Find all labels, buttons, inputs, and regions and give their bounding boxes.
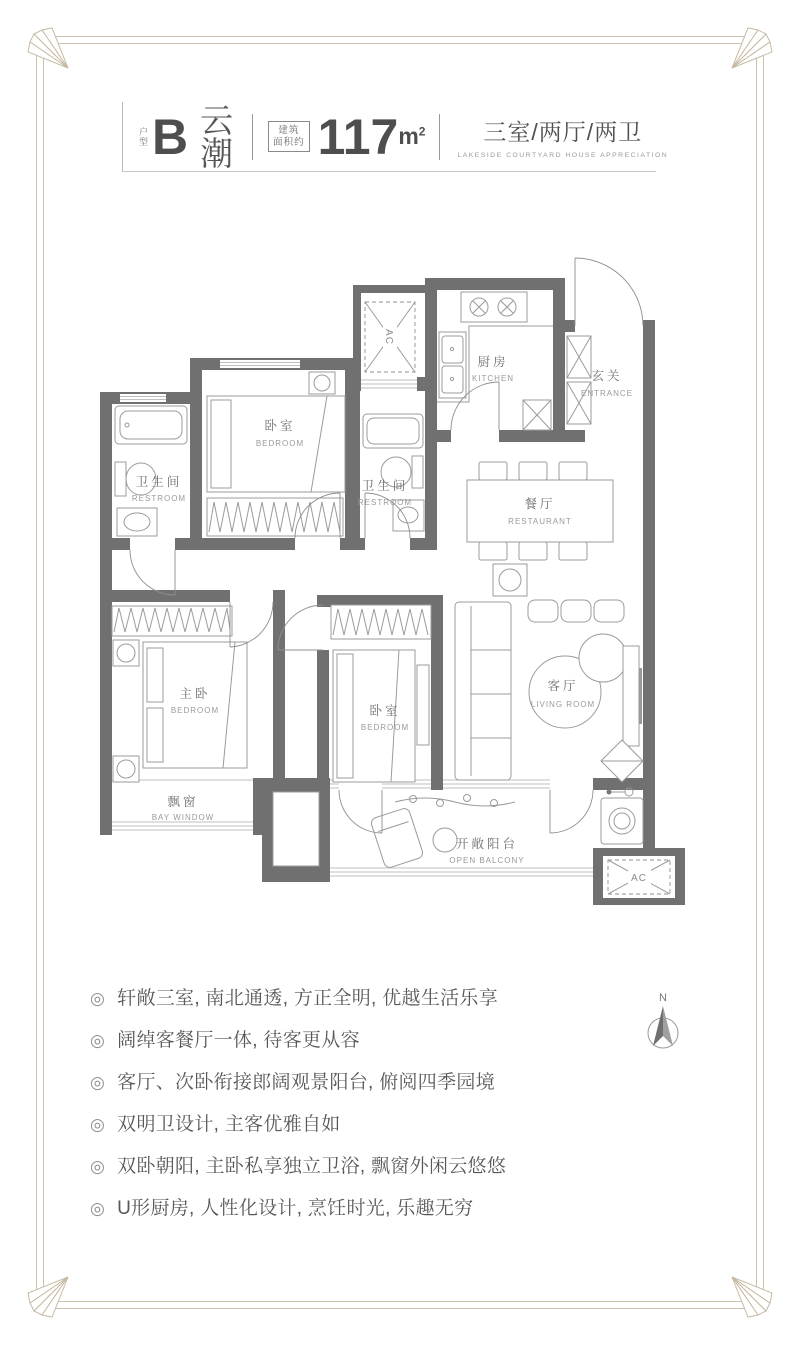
feature-text: 阔绰客餐厅一体, 待客更从容 xyxy=(117,1030,360,1051)
balcony-label-en: OPEN BALCONY xyxy=(449,856,525,865)
corner-ornament-icon xyxy=(22,1271,74,1323)
ac-bottom-label: AC xyxy=(631,873,647,884)
unit-type-char: 户 xyxy=(139,126,149,137)
ac-top-label: AC xyxy=(383,329,394,345)
header-divider xyxy=(252,114,253,160)
bullet-icon: ◎ xyxy=(90,1199,106,1218)
master-label-en: BEDROOM xyxy=(170,706,220,715)
layout-text: 三室/两厅/两卫 xyxy=(483,119,643,145)
feature-text: 轩敞三室, 南北通透, 方正全明, 优越生活乐享 xyxy=(117,988,499,1009)
living-room-furniture xyxy=(455,564,643,782)
bullet-icon: ◎ xyxy=(90,989,106,1008)
area-label-box xyxy=(268,121,310,152)
bullet-icon: ◎ xyxy=(90,1031,106,1050)
bay-window-label-en: BAY WINDOW xyxy=(151,813,215,822)
feature-item xyxy=(90,1196,650,1222)
restroom-left-label-en: RESTROOM xyxy=(131,494,187,503)
ac-shaft-top xyxy=(365,302,415,372)
entrance-cabinet xyxy=(567,336,591,424)
kitchen-label: 厨房 xyxy=(477,355,509,369)
ac-unit-bottom xyxy=(603,856,675,898)
restroom-left-label: 卫生间 xyxy=(135,475,183,489)
unit-letter: B xyxy=(152,108,189,165)
corner-ornament-icon xyxy=(22,22,74,74)
feature-item xyxy=(90,1112,650,1138)
dining-label: 餐厅 xyxy=(524,497,556,511)
bedroom-top-label: 卧室 xyxy=(264,419,296,433)
restroom-mid-label: 卫生间 xyxy=(361,479,409,493)
feature-text: 双明卫设计, 主客优雅自如 xyxy=(117,1114,341,1135)
area-unit: $m^2$ xyxy=(398,123,426,149)
entrance-label-en: ENTRANCE xyxy=(580,389,634,398)
unit-type-label xyxy=(139,127,148,147)
entrance-label: 玄关 xyxy=(591,369,623,383)
bullet-icon: ◎ xyxy=(90,1157,106,1176)
area-label-line2: 面积约 xyxy=(273,136,305,148)
area-value: 117 xyxy=(317,108,399,165)
restroom-mid-label-en: RESTROOM xyxy=(357,498,413,507)
header-divider xyxy=(439,114,440,160)
feature-item xyxy=(90,1070,650,1096)
corner-ornament-icon xyxy=(726,1271,778,1323)
feature-item xyxy=(90,1154,650,1180)
feature-item xyxy=(90,986,650,1012)
bullet-icon: ◎ xyxy=(90,1115,106,1134)
feature-list xyxy=(90,986,650,1238)
dining-label-en: RESTAURANT xyxy=(508,517,572,526)
balcony-label: 开敞阳台 xyxy=(455,837,519,851)
layout-subtitle: LAKESIDE COURTYARD HOUSE APPRECIATION xyxy=(457,152,669,159)
bedroom-top-furniture xyxy=(207,372,345,536)
bedroom-top-label-en: BEDROOM xyxy=(255,439,305,448)
restroom-left-fixtures xyxy=(115,406,187,536)
restroom-mid-fixtures xyxy=(363,414,424,531)
master-label: 主卧 xyxy=(179,687,211,701)
unit-type-char: 型 xyxy=(139,136,149,147)
feature-text: 客厅、次卧衔接郎阔观景阳台, 俯阅四季园境 xyxy=(117,1072,495,1093)
bedroom-mid-furniture xyxy=(331,605,431,782)
corner-ornament-icon xyxy=(726,22,778,74)
bay-window-label: 飘窗 xyxy=(167,795,199,809)
unit-header xyxy=(122,100,669,173)
unit-name: 云潮 xyxy=(200,100,251,173)
dining-set xyxy=(467,462,613,560)
feature-text: 双卧朝阳, 主卧私享独立卫浴, 飘窗外闲云悠悠 xyxy=(117,1156,507,1177)
floor-plan xyxy=(95,250,710,910)
compass-north-label: N xyxy=(659,992,667,1004)
area-label-line1: 建筑 xyxy=(278,125,300,136)
bedroom-mid-label-en: BEDROOM xyxy=(360,723,410,732)
living-label: 客厅 xyxy=(547,679,579,693)
kitchen-label-en: KITCHEN xyxy=(471,374,515,383)
feature-item xyxy=(90,1028,650,1054)
bedroom-mid-label: 卧室 xyxy=(369,704,401,718)
feature-text: U形厨房, 人性化设计, 烹饪时光, 乐趣无穷 xyxy=(117,1198,474,1219)
living-label-en: LIVING ROOM xyxy=(530,700,596,709)
layout-block xyxy=(457,114,668,159)
bullet-icon: ◎ xyxy=(90,1073,106,1092)
